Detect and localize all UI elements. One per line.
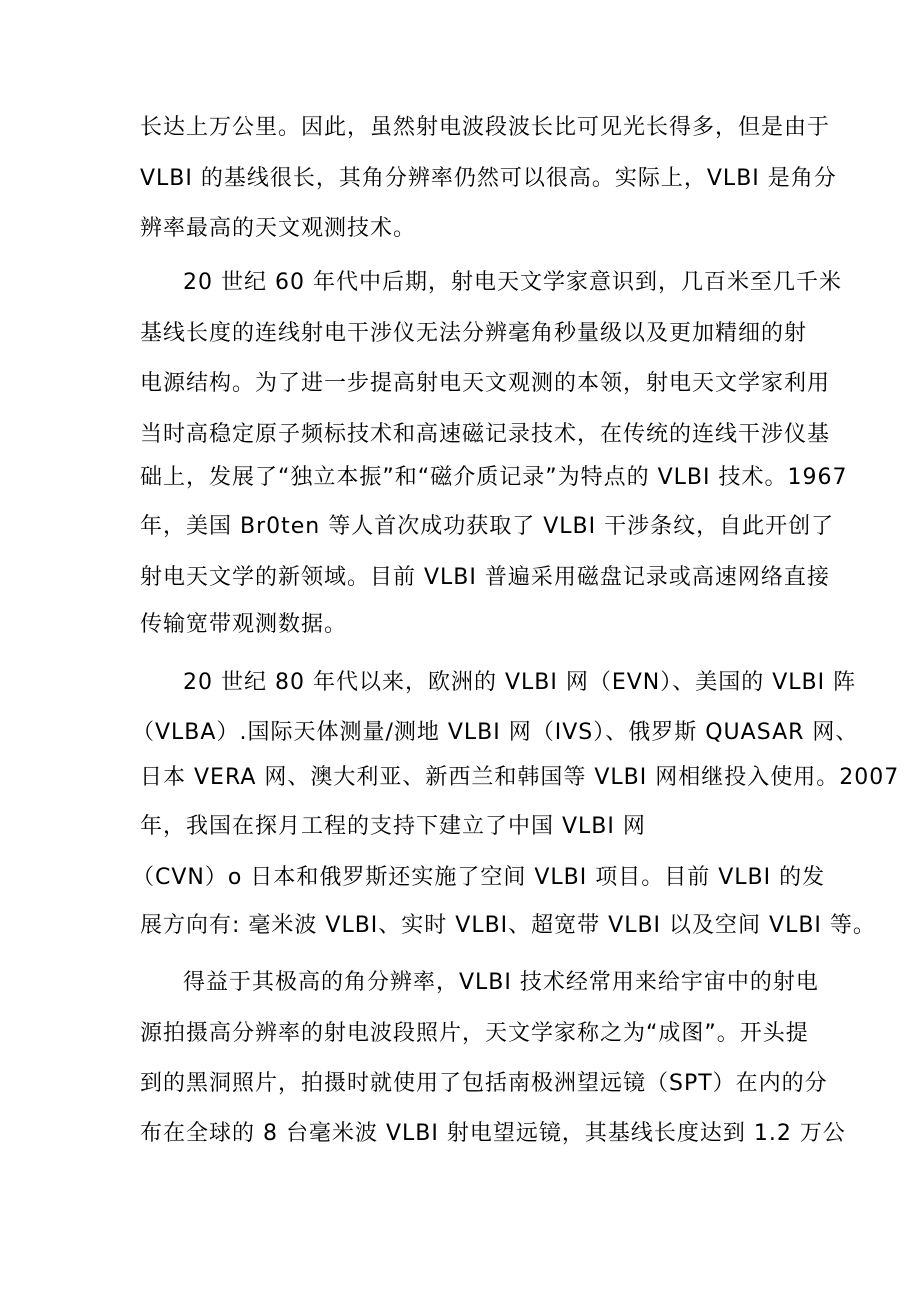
paragraph-1-line-3: 辨率最高的天文观测技术。: [140, 216, 417, 241]
paragraph-3-line-3: 日本 VERA 网、澳大利亚、新西兰和韩国等 VLBI 网相继投入使用。2007: [140, 765, 900, 790]
paragraph-3-line-6: 展方向有: 毫米波 VLBI、实时 VLBI、超宽带 VLBI 以及空间 VLBI 等。: [140, 913, 876, 938]
paragraph-2-line-6: 年，美国 Br0ten 等人首次成功获取了 VLBI 干涉条纹，自此开创了: [140, 514, 835, 539]
paragraph-4-line-4: 布在全球的 8 台毫米波 VLBI 射电望远镜，其基线长度达到 1.2 万公: [140, 1121, 846, 1146]
paragraph-1-line-2: VLBI 的基线很长，其角分辨率仍然可以很高。实际上，VLBI 是角分: [140, 166, 837, 191]
paragraph-2-line-7: 射电天文学的新领域。目前 VLBI 普遍采用磁盘记录或高速网络直接: [140, 565, 830, 590]
paragraph-2-line-8: 传输宽带观测数据。: [140, 612, 348, 637]
paragraph-3-line-2: （VLBA）.国际天体测量/测地 VLBI 网（IVS）、俄罗斯 QUASAR 网、: [132, 720, 859, 745]
paragraph-4-line-1: 得益于其极高的角分辨率，VLBI 技术经常用来给宇宙中的射电: [183, 970, 819, 995]
paragraph-2-line-1: 20 世纪 60 年代中后期，射电天文学家意识到，几百米至几千米: [183, 270, 842, 295]
paragraph-2-line-4: 当时高稳定原子频标技术和高速磁记录技术，在传统的连线干涉仪基: [140, 422, 831, 447]
paragraph-3-line-1: 20 世纪 80 年代以来，欧洲的 VLBI 网（EVN）、美国的 VLBI 阵: [183, 670, 857, 695]
paragraph-1-line-1: 长达上万公里。因此，虽然射电波段波长比可见光长得多，但是由于: [140, 115, 831, 140]
paragraph-4-line-3: 到的黑洞照片，拍摄时就使用了包括南极洲望远镜（SPT）在内的分: [140, 1071, 828, 1096]
paragraph-2-line-2: 基线长度的连线射电干涉仪无法分辨毫角秒量级以及更加精细的射: [140, 321, 808, 346]
paragraph-4-line-2: 源拍摄高分辨率的射电波段照片，天文学家称之为“成图”。开头提: [140, 1021, 809, 1046]
paragraph-2-line-5: 础上，发展了“独立本振”和“磁介质记录”为特点的 VLBI 技术。1967: [140, 465, 848, 490]
paragraph-3-line-4: 年，我国在探月工程的支持下建立了中国 VLBI 网: [140, 814, 646, 839]
paragraph-2-line-3: 电源结构。为了进一步提高射电天文观测的本领，射电天文学家利用: [140, 371, 831, 396]
paragraph-3-line-5: （CVN）o 日本和俄罗斯还实施了空间 VLBI 项目。目前 VLBI 的发: [132, 865, 826, 890]
